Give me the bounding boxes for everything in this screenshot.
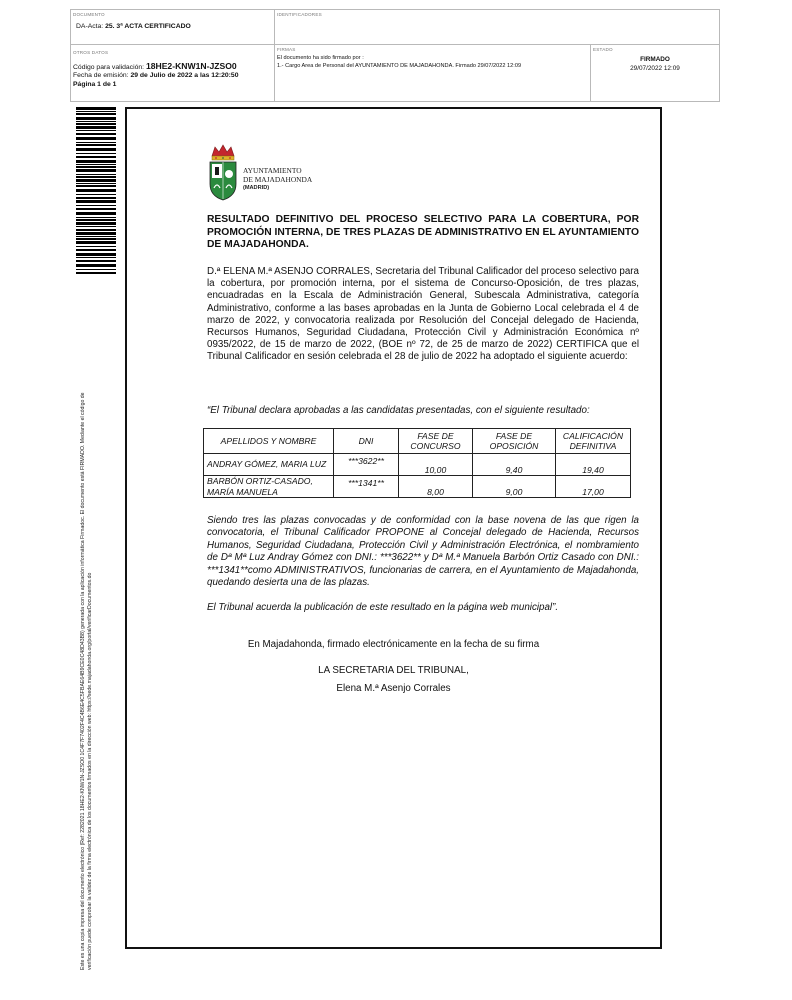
column-header: FASE DE CONCURSO — [399, 429, 473, 454]
documento-value: DA-Acta: 25. 3ª ACTA CERTIFICADO — [76, 23, 191, 30]
column-header: APELLIDOS Y NOMBRE — [204, 429, 334, 454]
page-count: Página 1 de 1 — [73, 81, 117, 88]
place-date: En Majadahonda, firmado electrónicamente en la fecha de su firma — [247, 639, 540, 650]
score-concurso: 8,00 — [399, 476, 473, 498]
header-firmas-box — [274, 44, 591, 102]
coat-of-arms-icon — [207, 144, 239, 202]
estado-date: 29/07/2022 12:09 — [630, 65, 680, 72]
barcode-icon — [76, 107, 116, 277]
candidate-dni: ***1341** — [334, 476, 399, 498]
column-header: FASE DE OPOSICIÓN — [473, 429, 556, 454]
header-estado-box — [590, 44, 720, 102]
verification-side-text-1: Este es una copia impresa del documento electrónico (Ref: 2282021 18HE2-KNW1N-JZSO0 1C4F7F7402F4C4B6E4C5FBAE64B9CE0C48D43B8) generada con la aplicación informática Firmadoc. El documento está FIRMADO. Mediante el código de — [80, 392, 86, 970]
column-header: CALIFICACIÓN DEFINITIVA — [556, 429, 631, 454]
letterhead-line-3: (MADRID) — [243, 185, 270, 191]
score-concurso: 10,00 — [399, 454, 473, 476]
signature-name: Elena M.ª Asenjo Corrales — [336, 683, 451, 694]
score-oposicion: 9,00 — [473, 476, 556, 498]
verification-side-text-2: verificación puede comprobar la validez de la firma electrónica de los documentos firmados en la dirección web: https://sede.majadahonda.org/portal/verificarDocumentos.do — [87, 572, 93, 970]
estado-value: FIRMADO — [640, 56, 670, 63]
certification-body: D.ª ELENA M.ª ASENJO CORRALES, Secretaria del Tribunal Calificador del proceso selectivo para la cobertura, por promoción interna, por el sistema de Concurso-Oposición, de tres plazas, encuadradas en la Escala de Administración General, Subescala Administrativa, categoría Administrativo, conforme a las bases aprobadas en la Junta de Gobierno Local celebrada el 4 de marzo de 2022, y convocatoria realizada por Resolución del Concejal delegado de Hacienda, Recursos Humanos, Seguridad Ciudadana, Protección Civil y Administración Económica nº 0935/2022, de 15 de marzo de 2022, (BOE nº 72, de 25 de marzo de 2022) CERTIFICA que el Tribunal Calificador en sesión celebrada el 28 de julio de 2022 ha adoptado el siguiente acuerdo: — [207, 266, 639, 363]
candidate-name: BARBÓN ORTIZ-CASADO, MARÍA MANUELA — [204, 476, 334, 498]
validation-code: Código para validación: 18HE2-KNW1N-JZSO0 — [73, 61, 237, 71]
letterhead — [243, 166, 312, 193]
table-row — [204, 454, 631, 476]
documento-label: DOCUMENTO — [73, 12, 105, 17]
identificadores-label: IDENTIFICADORES — [277, 12, 322, 17]
signature-title: LA SECRETARIA DEL TRIBUNAL, — [318, 665, 469, 676]
firmas-entry: 1.- Cargo Area de Personal del AYUNTAMIENTO DE MAJADAHONDA. Firmado 29/07/2022 12:09 — [277, 63, 522, 69]
results-table — [203, 428, 631, 498]
candidate-name: ANDRAY GÓMEZ, MARIA LUZ — [204, 454, 334, 476]
score-oposicion: 9,40 — [473, 454, 556, 476]
letterhead-line-2: DE MAJADAHONDA — [243, 175, 313, 184]
document-title: RESULTADO DEFINITIVO DEL PROCESO SELECTIVO PARA LA COBERTURA, POR PROMOCIÓN INTERNA, DE TRES PLAZAS DE ADMINISTRATIVO EN EL AYUNTAMIENTO DE MAJADAHONDA. — [207, 214, 639, 250]
score-definitiva: 17,00 — [556, 476, 631, 498]
table-row — [204, 476, 631, 498]
agreement-intro: “El Tribunal declara aprobadas a las candidatas presentadas, con el siguiente resultado: — [207, 405, 590, 416]
column-header: DNI — [334, 429, 399, 454]
letterhead-line-1: AYUNTAMIENTO — [243, 166, 302, 175]
firmas-label: FIRMAS — [277, 47, 296, 52]
proposal-paragraph: Siendo tres las plazas convocadas y de conformidad con la base novena de las que rigen la convocatoria, el Tribunal Calificador PROPONE al Concejal delegado de Hacienda, Recursos Humanos, Seguridad Ciudadana, Protección Civil y Administración Electrónica, el nombramiento de Dª Mª Luz Andray Gómez con DNI.: ***3622** y Dª M.ª Manuela Barbón Ortiz Casado con DNI.: ***1341**como ADMINISTRATIVOS, funcionarias de carrera, en el Ayuntamiento de Majadahonda, quedando desierta una de las plazas. — [207, 515, 639, 589]
candidate-dni: ***3622** — [334, 454, 399, 476]
table-header-row — [204, 429, 631, 454]
estado-label: ESTADO — [593, 47, 613, 52]
publication-paragraph: El Tribunal acuerda la publicación de este resultado en la página web municipal”. — [207, 602, 559, 613]
score-definitiva: 19,40 — [556, 454, 631, 476]
otros-datos-label: OTROS DATOS — [73, 50, 109, 55]
header-identificadores-box — [274, 9, 720, 45]
firmas-intro: El documento ha sido firmado por : — [277, 55, 364, 61]
emission-date: Fecha de emisión: 29 de Julio de 2022 a las 12:20:50 — [73, 72, 239, 79]
